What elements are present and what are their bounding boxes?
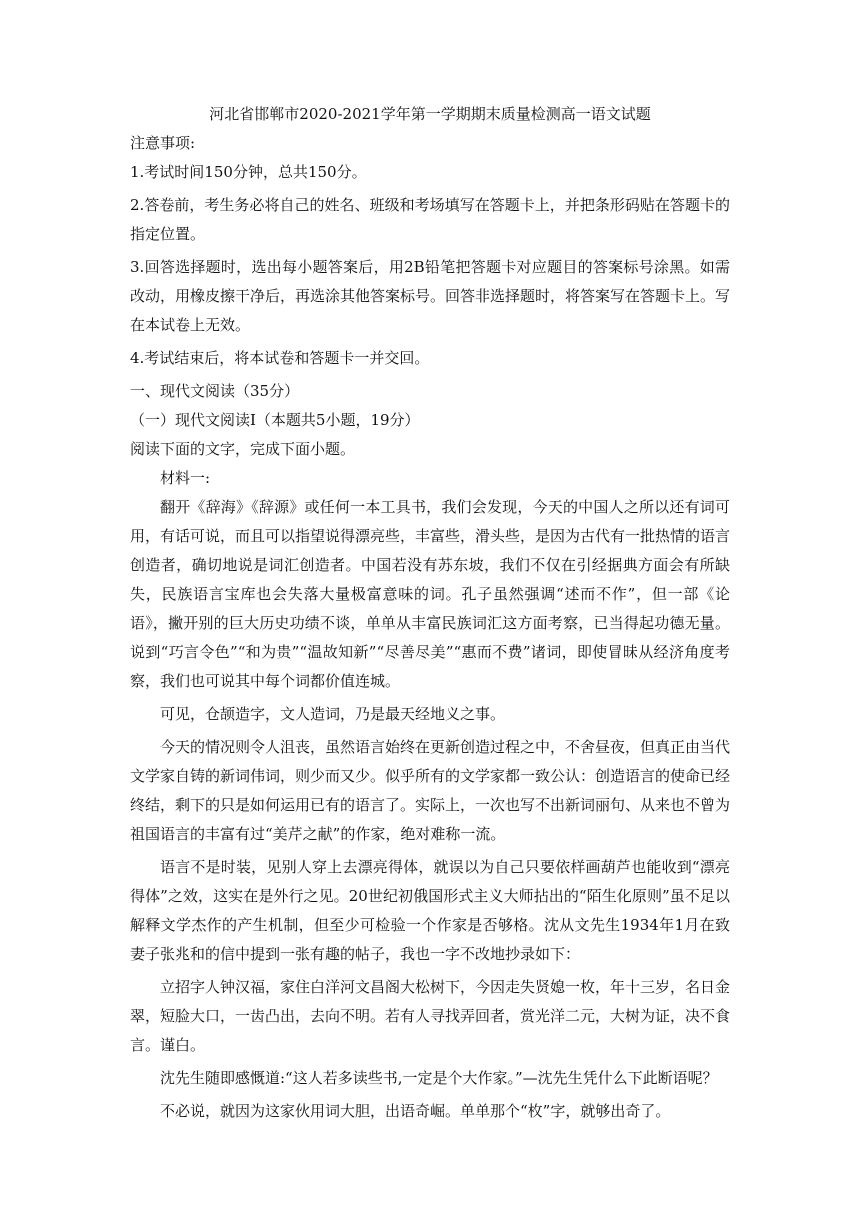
exam-title: 河北省邯郸市2020-2021学年第一学期期末质量检测高一语文试题	[209, 105, 651, 123]
notice-item-4: 4.考试结束后，将本试卷和答题卡一并交回。	[130, 349, 430, 367]
notice-item-1: 1.考试时间150分钟，总共150分。	[130, 163, 367, 181]
section-heading: 一、现代文阅读（35分）	[130, 382, 300, 400]
subsection-heading: （一）现代文阅读Ⅰ（本题共5小题，19分）	[130, 411, 420, 429]
body-paragraph: 可见，仓颉造字，文人造词，乃是最天经地义之事。	[160, 705, 506, 723]
exam-page	[130, 100, 730, 1130]
notice-item-3: 3.回答选择题时，选出每小题答案后，用2B铅笔把答题卡对应题目的答案标号涂黑。如需改动，用橡皮擦干净后，再选涂其他答案标号。回答非选择题时，将答案写在答题卡上。写在本试卷上无效。	[130, 258, 731, 334]
body-paragraph: 沈先生随即感慨道:“这人若多读些书,一定是个大作家。”—沈先生凭什么下此断语呢？	[160, 1069, 718, 1087]
body-paragraph: 今天的情况则令人沮丧，虽然语言始终在更新创造过程之中，不舍昼夜，但真正由当代文学家自铸的新词伟词，则少而又少。似乎所有的文学家都一致公认：创造语言的使命已经终结，剩下的只是如何运用已有的语言了。实际上，一次也写不出新词丽句、从来也不曾为祖国语言的丰富有过“美芹之献”的作家，绝对难称一流。	[130, 738, 731, 843]
reading-instruction: 阅读下面的文字，完成下面小题。	[130, 440, 356, 458]
body-paragraph: 语言不是时装，见别人穿上去漂亮得体，就误以为自己只要依样画葫芦也能收到“漂亮得体”之效，这实在是外行之见。20世纪初俄国形式主义大师拈出的“陌生化原则”虽不足以解释文学杰作的产生机制，但至少可检验一个作家是否够格。沈从文先生1934年1月在致妻子张兆和的信中提到一张有趣的帖子，我也一字不改地抄录如下：	[130, 858, 730, 963]
body-paragraph: 不必说，就因为这家伙用词大胆，出语奇崛。单单那个“枚”字，就够出奇了。	[160, 1102, 671, 1120]
material-label: 材料一:	[160, 469, 211, 487]
quoted-notice-paragraph: 立招字人钟汉福，家住白洋河文昌阁大松树下，今因走失贤媳一枚，年十三岁，名日金翠，短脸大口，一齿凸出，去向不明。若有人寻找弄回者，赏光洋二元，大树为证，决不食言。谨白。	[130, 978, 731, 1054]
body-paragraph: 翻开《辞海》《辞源》或任何一本工具书，我们会发现，今天的中国人之所以还有词可用，有话可说，而且可以指望说得漂亮些，丰富些，滑头些，是因为古代有一批热情的语言创造者，确切地说是词汇创造者。中国若没有苏东坡，我们不仅在引经据典方面会有所缺失，民族语言宝库也会失落大量极富意味的词。孔子虽然强调“述而不作”，但一部《论语》，撇开别的巨大历史功绩不谈，单单从丰富民族词汇这方面考察，已当得起功德无量。说到“巧言令色”“和为贵”“温故知新”“尽善尽美”“惠而不费”诸词，即使冒昧从经济角度考察，我们也可说其中每个词都价值连城。	[130, 498, 731, 690]
notice-heading: 注意事项:	[130, 134, 196, 152]
notice-item-2: 2.答卷前，考生务必将自己的姓名、班级和考场填写在答题卡上，并把条形码贴在答题卡的指定位置。	[130, 196, 730, 243]
